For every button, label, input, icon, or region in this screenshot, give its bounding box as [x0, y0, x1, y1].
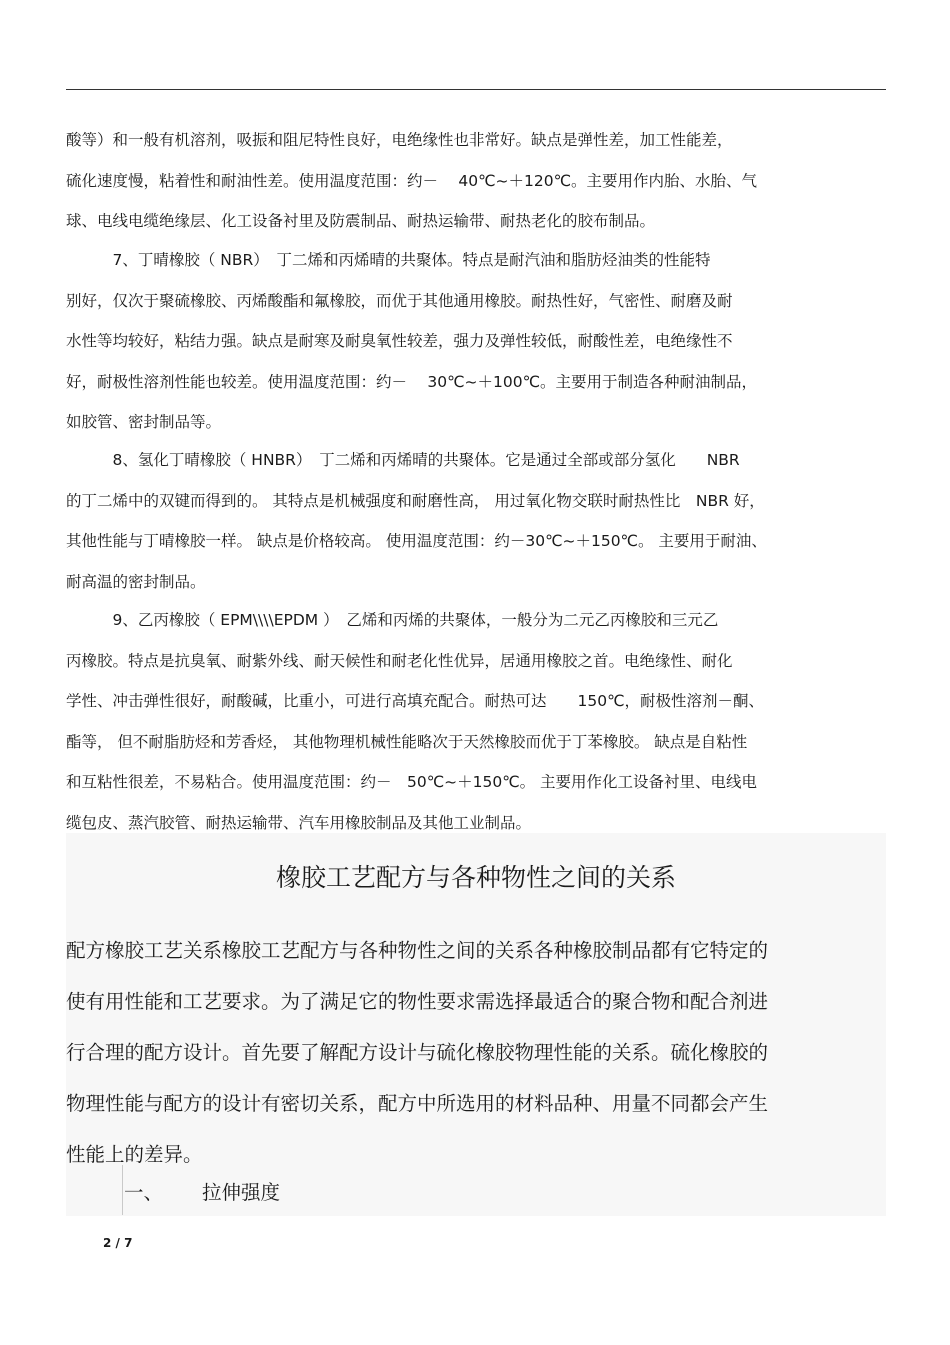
- text-line: 9、乙丙橡胶（ EPM\\\\EPDM ） 乙烯和丙烯的共聚体，一般分为二元乙丙橡胶和三元乙: [66, 611, 719, 629]
- text-line: 水性等均较好，粘结力强。缺点是耐寒及耐臭氧性较差，强力及弹性较低，耐酸性差，电绝缘性不: [66, 332, 733, 350]
- text-line: 和互粘性很差，不易粘合。使用温度范围：约－ 50℃~＋150℃。 主要用作化工设备衬里、电线电: [66, 773, 758, 791]
- text-line: 耐高温的密封制品。: [66, 572, 206, 591]
- page-number: 2 / 7: [103, 1236, 133, 1250]
- text-line: 酯等， 但不耐脂肪烃和芳香烃， 其他物理机械性能略次于天然橡胶而优于丁苯橡胶。 缺点是自粘性: [66, 732, 748, 751]
- text-line: 使有用性能和工艺要求。为了满足它的物性要求需选择最适合的聚合物和配合剂进: [66, 990, 769, 1013]
- text-line: 如胶管、密封制品等。: [66, 413, 222, 431]
- text-line: 的丁二烯中的双键而得到的。 其特点是机械强度和耐磨性高， 用过氧化物交联时耐热性比 NBR 好，: [66, 491, 765, 510]
- text-line: 7、丁晴橡胶（ NBR） 丁二烯和丙烯晴的共聚体。特点是耐汽油和脂肪烃油类的性能特: [66, 251, 711, 269]
- text-line: 性能上的差异。: [66, 1143, 203, 1166]
- text-line: 物理性能与配方的设计有密切关系，配方中所选用的材料品种、用量不同都会产生: [66, 1092, 769, 1115]
- text-line: 行合理的配方设计。首先要了解配方设计与硫化橡胶物理性能的关系。硫化橡胶的: [66, 1041, 769, 1064]
- text-line: 酸等）和一般有机溶剂，吸振和阻尼特性良好，电绝缘性也非常好。缺点是弹性差，加工性能差，: [66, 131, 733, 149]
- paragraph-epdm: [66, 600, 896, 843]
- text-line: 好，耐极性溶剂性能也较差。使用温度范围：约－ 30℃~＋100℃。主要用于制造各种耐油制品，: [66, 372, 758, 391]
- text-line: 球、电线电缆绝缘层、化工设备衬里及防震制品、耐热运输带、耐热老化的胶布制品。: [66, 212, 656, 230]
- header-rule: [66, 89, 886, 90]
- section-paragraph: [66, 925, 886, 1180]
- text-line: 丙橡胶。特点是抗臭氧、耐紫外线、耐天候性和耐老化性优异，居通用橡胶之首。电绝缘性、耐化: [66, 651, 733, 670]
- subsection-number: 一、: [124, 1181, 164, 1204]
- text-line: 学性、冲击弹性很好，耐酸碱，比重小，可进行高填充配合。耐热可达 150℃，耐极性溶剂－酮、: [66, 692, 764, 710]
- paragraph-hnbr: [66, 440, 896, 602]
- paragraph-butyl-continued: [66, 120, 896, 242]
- text-line: 其他性能与丁晴橡胶一样。 缺点是价格较高。 使用温度范围：约－30℃~＋150℃。 主要用于耐油、: [66, 532, 767, 550]
- subsection-heading: [124, 1177, 280, 1209]
- subsection-title: 拉伸强度: [202, 1181, 281, 1204]
- text-line: 配方橡胶工艺关系橡胶工艺配方与各种物性之间的关系各种橡胶制品都有它特定的: [66, 939, 769, 962]
- section-title: 橡胶工艺配方与各种物性之间的关系: [275, 863, 676, 892]
- text-line: 别好，仅次于聚硫橡胶、丙烯酸酯和氟橡胶，而优于其他通用橡胶。耐热性好，气密性、耐磨及耐: [66, 291, 733, 310]
- text-line: 缆包皮、蒸汽胶管、耐热运输带、汽车用橡胶制品及其他工业制品。: [66, 813, 532, 832]
- text-line: 8、氢化丁晴橡胶（ HNBR） 丁二烯和丙烯晴的共聚体。它是通过全部或部分氢化 NBR: [66, 451, 740, 469]
- text-line: 硫化速度慢，粘着性和耐油性差。使用温度范围：约－ 40℃~＋120℃。主要用作内胎、水胎、气: [66, 171, 758, 190]
- paragraph-nbr: [66, 240, 896, 443]
